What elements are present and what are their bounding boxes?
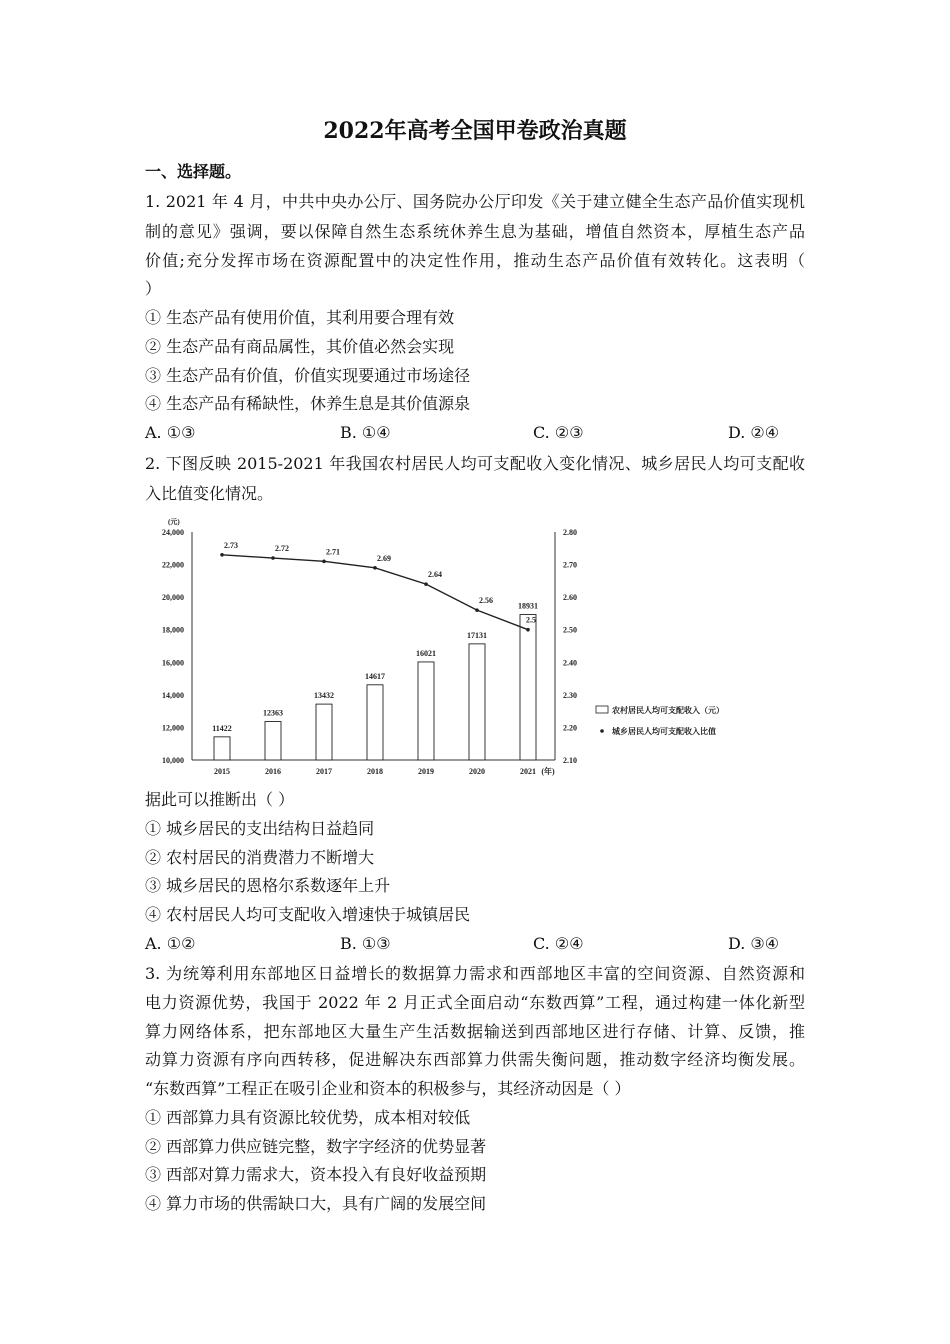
y-left-unit: (元) — [168, 518, 180, 526]
ratio-value-label: 2.69 — [377, 553, 391, 563]
bar-value-label: 13432 — [314, 691, 334, 701]
option-item: ① 城乡居民的支出结构日益趋同 — [145, 819, 375, 838]
bar — [469, 644, 485, 760]
x-tick-label: 2018 — [367, 767, 383, 776]
question-text-line: 3. 为统筹利用东部地区日益增长的数据算力需求和西部地区丰富的空间资源、自然资源和 — [145, 964, 805, 983]
ratio-value-label: 2.64 — [428, 570, 442, 580]
y-left-tick-label: 18,000 — [162, 625, 184, 635]
x-tick-label: 2019 — [418, 767, 434, 776]
question-prompt: 据此可以推断出（ ） — [145, 790, 295, 809]
x-tick-label: 2015 — [214, 767, 230, 776]
y-right-tick-label: 2.60 — [563, 593, 577, 603]
question-text-line: 入比值变化情况。 — [145, 484, 274, 503]
y-left-tick-label: 10,000 — [162, 756, 184, 765]
y-left-tick-label: 24,000 — [162, 528, 184, 537]
question-text-line: 价值;充分发挥市场在资源配置中的决定性作用，推动生态产品价值有效转化。这表明（ — [145, 251, 805, 270]
y-right-tick-label: 2.70 — [563, 560, 577, 570]
bar-value-label: 12363 — [263, 708, 283, 718]
option-item: ② 生态产品有商品属性，其价值必然会实现 — [145, 337, 455, 356]
ratio-value-label: 2.73 — [224, 540, 238, 550]
question-text-line: 1. 2021 年 4 月，中共中央办公厅、国务院办公厅印发《关于建立健全生态产品价值实现机 — [145, 192, 805, 211]
y-right-tick-label: 2.10 — [563, 756, 577, 765]
answer-choice-b: B. ①④ — [340, 423, 391, 442]
legend-bar-label: 农村居民人均可支配收入（元） — [612, 706, 724, 715]
option-item: ② 农村居民的消费潜力不断增大 — [145, 848, 375, 867]
question-text-line: 电力资源优势，我国于 2022 年 2 月正式全面启动“东数西算”工程，通过构建一体化新型 — [145, 993, 805, 1012]
answer-choice-d: D. ②④ — [728, 423, 780, 442]
ratio-point — [271, 556, 275, 560]
chart-marks — [162, 528, 577, 776]
question-text-line: 动算力资源有序向西转移，促进解决东西部算力供需失衡问题，推动数字经济均衡发展。 — [145, 1050, 805, 1069]
y-left-tick-label: 12,000 — [162, 723, 184, 733]
x-tick-label: 2021 — [520, 767, 536, 776]
ratio-value-label: 2.72 — [275, 544, 289, 554]
ratio-point — [220, 553, 224, 557]
question-text-line: 制的意见》强调，要以保障自然生态系统休养生息为基础，增值自然资本，厚植生态产品 — [145, 222, 805, 241]
bar — [418, 662, 434, 760]
ratio-value-label: 2.5 — [526, 615, 536, 625]
section-heading: 一、选择题。 — [145, 162, 242, 181]
bar-value-label: 16021 — [416, 648, 436, 658]
answer-choice-b: B. ①③ — [340, 934, 391, 953]
legend-bar-swatch — [596, 706, 608, 713]
answer-choice-c: C. ②③ — [533, 423, 584, 442]
answer-choice-c: C. ②④ — [533, 934, 584, 953]
question-text-line: 算力网络体系，把东部地区大量生产生活数据输送到西部地区进行存储、计算、反馈，推 — [145, 1022, 805, 1041]
ratio-point — [475, 608, 479, 612]
ratio-point — [424, 582, 428, 586]
y-left-tick-label: 22,000 — [162, 560, 184, 570]
bar — [520, 615, 536, 760]
option-item: ④ 算力市场的供需缺口大，具有广阔的发展空间 — [145, 1194, 487, 1213]
bar-value-label: 14617 — [365, 671, 385, 681]
option-item: ① 生态产品有使用价值，其利用要合理有效 — [145, 308, 455, 327]
option-item: ③ 城乡居民的恩格尔系数逐年上升 — [145, 876, 391, 895]
bar — [214, 737, 230, 760]
x-tick-label: 2017 — [316, 767, 332, 776]
bar-value-label: 11422 — [212, 723, 232, 733]
y-left-tick-label: 16,000 — [162, 658, 184, 668]
ratio-point — [373, 566, 377, 570]
option-item: ② 西部算力供应链完整，数字字经济的优势显著 — [145, 1137, 487, 1156]
question-text-line: “东数西算”工程正在吸引企业和资本的积极参与，其经济动因是（ ） — [145, 1079, 631, 1098]
ratio-point — [322, 560, 326, 564]
y-right-tick-label: 2.40 — [563, 658, 577, 668]
bar — [265, 722, 281, 760]
option-item: ④ 农村居民人均可支配收入增速快于城镇居民 — [145, 905, 471, 924]
ratio-value-label: 2.71 — [326, 547, 340, 557]
x-tick-label: 2020 — [469, 767, 485, 776]
bar-value-label: 18931 — [518, 601, 538, 611]
x-tick-label: 2016 — [265, 767, 281, 776]
question-text-line: 2. 下图反映 2015-2021 年我国农村居民人均可支配收入变化情况、城乡居民人均可支配收 — [145, 454, 805, 473]
answer-choice-a: A. ①② — [145, 934, 196, 953]
y-right-tick-label: 2.30 — [563, 690, 577, 700]
option-item: ④ 生态产品有稀缺性，休养生息是其价值源泉 — [145, 394, 471, 413]
question-text-line: ） — [145, 279, 162, 298]
y-right-tick-label: 2.20 — [563, 723, 577, 733]
bar-value-label: 17131 — [467, 630, 487, 640]
option-item: ① 西部算力具有资源比较优势，成本相对较低 — [145, 1108, 471, 1127]
ratio-value-label: 2.56 — [479, 596, 493, 606]
y-right-tick-label: 2.50 — [563, 625, 577, 635]
ratio-point — [526, 628, 530, 632]
legend-line-marker — [600, 729, 604, 733]
y-left-tick-label: 20,000 — [162, 593, 184, 603]
answer-choice-d: D. ③④ — [728, 934, 780, 953]
legend-line-label: 城乡居民人均可支配收入比值 — [612, 727, 716, 736]
option-item: ③ 生态产品有价值，价值实现要通过市场途径 — [145, 366, 471, 385]
option-item: ③ 西部对算力需求大，资本投入有良好收益预期 — [145, 1165, 487, 1184]
x-axis-unit: (年) — [541, 767, 555, 776]
y-right-tick-label: 2.80 — [563, 528, 577, 537]
bar — [367, 685, 383, 760]
page-title: 2022年高考全国甲卷政治真题 — [323, 118, 627, 144]
y-left-tick-label: 14,000 — [162, 690, 184, 700]
income-chart — [140, 510, 805, 790]
answer-choice-a: A. ①③ — [145, 423, 196, 442]
bar — [316, 704, 332, 760]
